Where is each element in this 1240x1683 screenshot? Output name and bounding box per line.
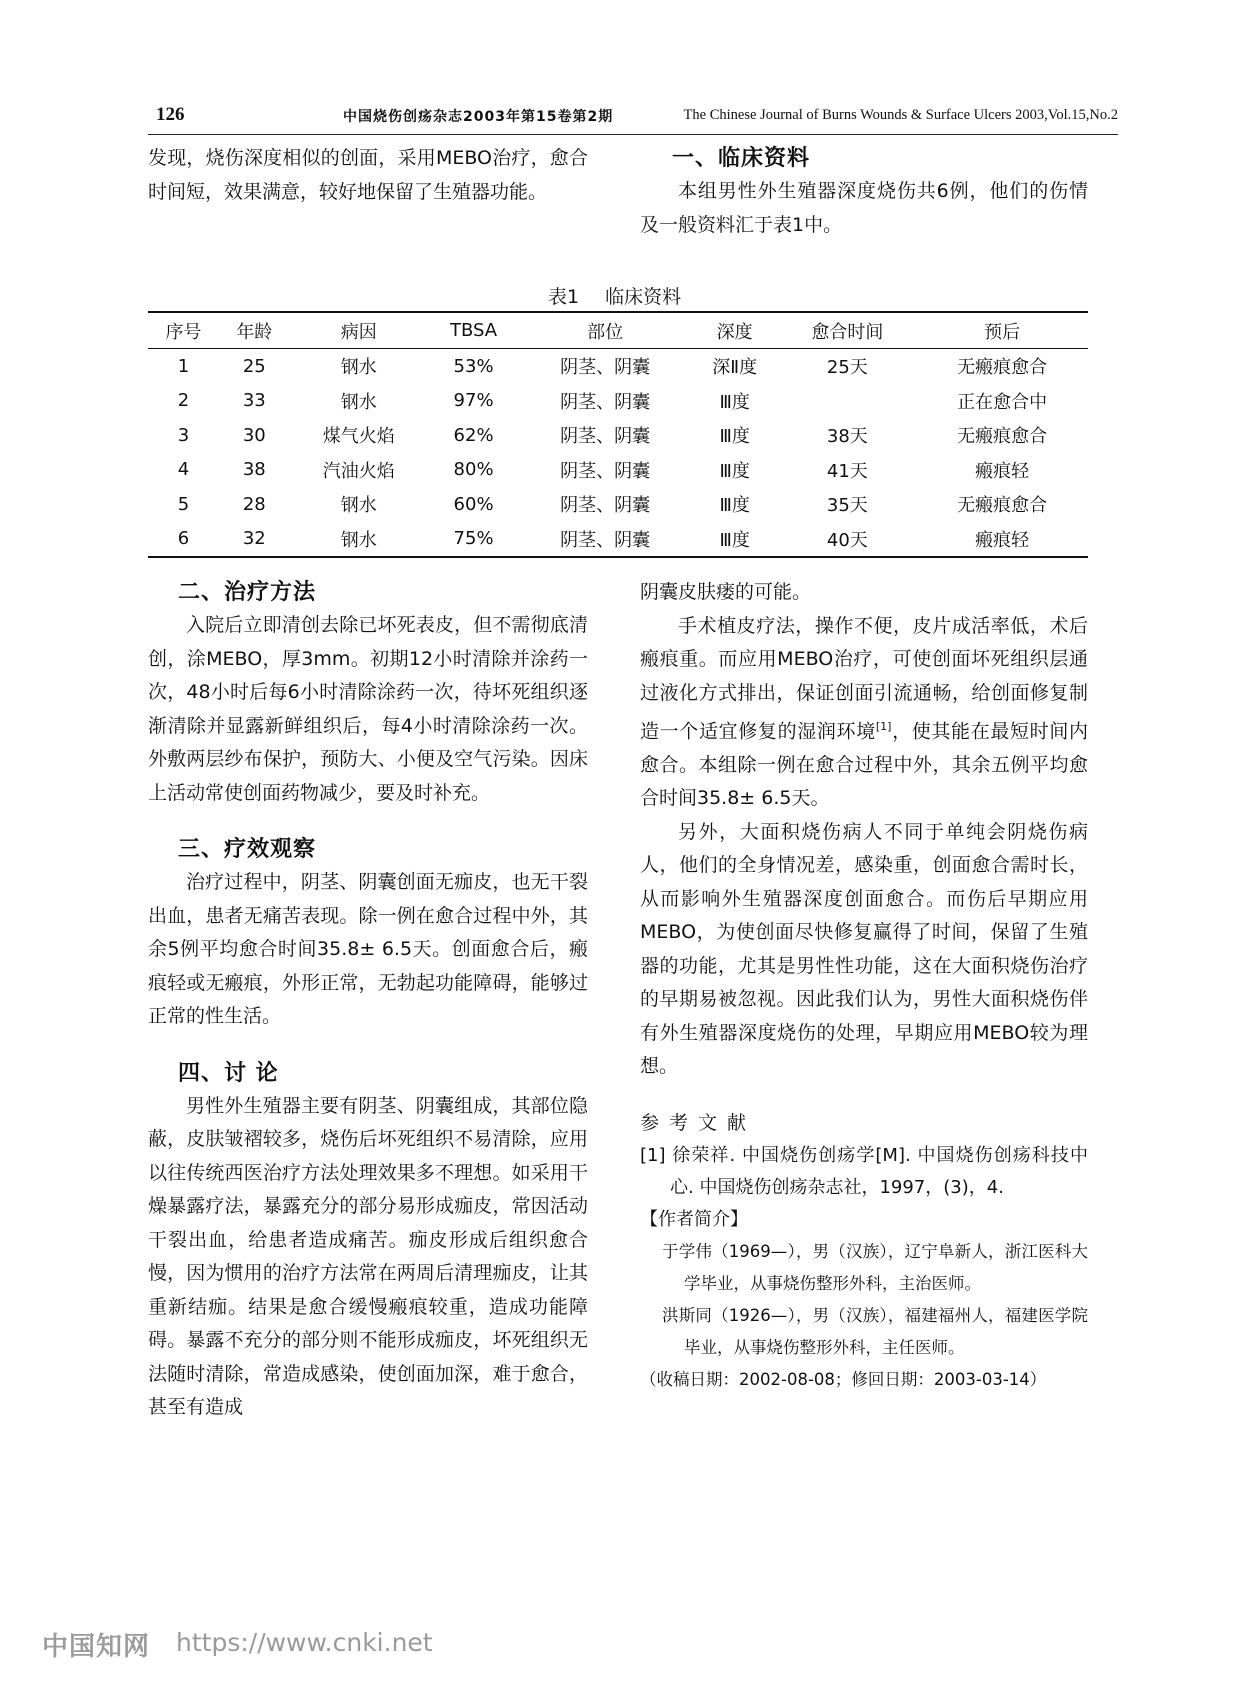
table-cell: Ⅲ度	[719, 495, 750, 517]
table-cell: 正在愈合中	[957, 391, 1048, 413]
section-title: 四、讨 论	[178, 1060, 279, 1086]
clinical-data-table	[148, 311, 1088, 558]
section-body: 男性外生殖器主要有阴茎、阴囊组成，其部位隐蔽，皮肤皱褶较多，烧伤后坏死组织不易清除，应用以往传统西医治疗方法处理效果多不理想。如采用干燥暴露疗法，暴露充分的部分易形成痂皮，常因活动干裂出血，给患者造成痛苦。痂皮形成后组织愈合慢，因为惯用的治疗方法常在两周后清理痂皮，让其重新结痂。结果是愈合缓慢瘢痕较重，造成功能障碍。暴露不充分的部分则不能形成痂皮，坏死组织无法随时清除，常造成感染，使创面加深，难于愈合，甚至有造成	[148, 1094, 588, 1418]
author-notes-title: 【作者简介】	[640, 1208, 748, 1230]
section-body: 入院后立即清创去除已坏死表皮，但不需彻底清创，涂MEBO，厚3mm。初期12小时清除并涂药一次，48小时后每6小时清除涂药一次，待坏死组织逐渐清除并显露新鲜组织后，每4小时清除涂药一次。外敷两层纱布保护，预防大、小便及空气污染。因床上活动常使创面药物减少，要及时补充。	[148, 614, 588, 804]
left-column	[148, 576, 588, 1425]
page-number: 126	[156, 104, 185, 125]
table-title: 临床资料	[605, 286, 682, 308]
table-cell: 4	[177, 459, 190, 481]
table-cell: 33	[242, 390, 266, 412]
table-cell: 1	[177, 355, 190, 377]
table-cell: 煤气火焰	[322, 426, 395, 448]
table-row	[148, 384, 1088, 419]
table-cell: 38天	[826, 426, 868, 448]
table-cell: 钢水	[290, 522, 428, 558]
journal-title-en: The Chinese Journal of Burns Wounds & Surface Ulcers 2003,Vol.15,No.2	[683, 107, 1118, 123]
table-cell: 阴茎、阴囊	[560, 495, 651, 517]
section-body: 治疗过程中，阴茎、阴囊创面无痂皮，也无干裂出血，患者无痛苦表现。除一例在愈合过程中外，其余5例平均愈合时间35.8± 6.5天。创面愈合后，瘢痕轻或无瘢痕，外形正常，无勃起功能障碍，能够过正常的性生活。	[148, 871, 588, 1027]
table-header-cell: 预后	[916, 312, 1088, 349]
table-cell: 25	[242, 355, 266, 377]
reference-item: [1] 徐荣祥. 中国烧伤创疡学[M]. 中国烧伤创疡科技中心. 中国烧伤创疡杂志社，1997，(3)，4.	[640, 1144, 1088, 1198]
table-cell: 3	[177, 424, 190, 446]
citation-ref[interactable]: [1]	[875, 720, 892, 733]
paragraph: 另外，大面积烧伤病人不同于单纯会阴烧伤病人，他们的全身情况差，感染重，创面愈合需时长，从而影响外生殖器深度创面愈合。而伤后早期应用MEBO，为使创面尽快修复赢得了时间，保留了生殖器的功能，尤其是男性性功能，这在大面积烧伤治疗的早期易被忽视。因此我们认为，男性大面积烧伤伴有外生殖器深度烧伤的处理，早期应用MEBO较为理想。	[640, 820, 1088, 1078]
table-number: 表1	[548, 286, 580, 308]
section-title: 二、治疗方法	[178, 580, 317, 605]
table-cell: 60%	[453, 493, 494, 515]
table-header-cell: 深度	[691, 312, 778, 349]
table-cell: 30	[242, 424, 266, 446]
table-cell: 2	[177, 390, 190, 412]
right-column	[640, 576, 1088, 1396]
author-notes	[640, 1204, 1088, 1364]
section-clinical-data	[640, 142, 1088, 242]
table-cell: 38	[242, 459, 266, 481]
table-header-cell: 序号	[148, 312, 219, 349]
table-header-cell: 愈合时间	[778, 312, 916, 349]
table-cell: 无瘢痕愈合	[957, 495, 1048, 517]
table-row	[148, 349, 1088, 384]
table-cell: 钢水	[340, 391, 377, 413]
running-header	[148, 104, 1118, 135]
table-cell: 阴茎、阴囊	[560, 426, 651, 448]
table-cell: 6	[148, 522, 219, 558]
author-bio: 洪斯同（1926—），男（汉族），福建福州人，福建医学院毕业，从事烧伤整形外科，主任医师。	[662, 1305, 1088, 1357]
table-cell: 40天	[778, 522, 916, 558]
table-cell: 53%	[453, 355, 494, 377]
table-cell: 阴茎、阴囊	[519, 522, 691, 558]
table-header-cell: 年龄	[219, 312, 290, 349]
table-cell: 62%	[453, 424, 494, 446]
section-title: 三、疗效观察	[178, 837, 317, 862]
table-cell: 75%	[428, 522, 520, 558]
section-title: 一、临床资料	[672, 146, 811, 171]
table-cell: Ⅲ度	[719, 391, 750, 413]
paragraph: 阴囊皮肤瘘的可能。	[640, 581, 812, 603]
journal-title-cn: 中国烧伤创疡杂志2003年第15卷第2期	[343, 109, 614, 125]
table-cell: 深Ⅱ度	[712, 357, 758, 379]
table-row	[148, 418, 1088, 453]
table-cell: 汽油火焰	[322, 460, 395, 482]
author-bio: 于学伟（1969—），男（汉族），辽宁阜新人，浙江医科大学毕业，从事烧伤整形外科，主治医师。	[662, 1241, 1088, 1293]
table-cell: 80%	[453, 459, 494, 481]
section-body: 本组男性外生殖器深度烧伤共6例，他们的伤情及一般资料汇于表1中。	[640, 180, 1088, 236]
table-row	[148, 522, 1088, 558]
references-title: 参考文献	[640, 1111, 757, 1134]
table-caption	[548, 282, 681, 309]
table-header-cell: TBSA	[428, 312, 520, 349]
intro-continuation: 发现，烧伤深度相似的创面，采用MEBO治疗，愈合时间短，效果满意，较好地保留了生殖器功能。	[148, 147, 588, 203]
table-row	[148, 453, 1088, 488]
table-header-row	[148, 312, 1088, 349]
table-cell: 瘢痕轻	[916, 522, 1088, 558]
received-dates: （收稿日期：2002-08-08；修回日期：2003-03-14）	[640, 1369, 1047, 1389]
table-cell: 5	[177, 493, 190, 515]
table-cell: 35天	[826, 495, 868, 517]
table-cell: 97%	[453, 390, 494, 412]
table-cell: 阴茎、阴囊	[560, 357, 651, 379]
table-cell	[778, 384, 916, 419]
table-cell: 41天	[826, 460, 868, 482]
table-header-cell: 部位	[519, 312, 691, 349]
table-cell: Ⅲ度	[691, 522, 778, 558]
table-cell: Ⅲ度	[719, 426, 750, 448]
table-cell: 钢水	[340, 495, 377, 517]
table-cell: 阴茎、阴囊	[560, 460, 651, 482]
table-header-cell: 病因	[290, 312, 428, 349]
references	[640, 1107, 1088, 1204]
table-cell: 钢水	[340, 357, 377, 379]
cnki-url[interactable]: https://www.cnki.net	[176, 1628, 433, 1657]
cnki-logo: 中国知网	[42, 1632, 151, 1662]
table-cell: 32	[219, 522, 290, 558]
table-cell: Ⅲ度	[719, 460, 750, 482]
table-cell: 25天	[826, 357, 868, 379]
paragraph: 手术植皮疗法，操作不便，皮片成活率低，术后瘢痕重。而应用MEBO治疗，可使创面坏死组织层通过液化方式排出，保证创面引流通畅，给创面修复制造一个适宜修复的湿润环境[1]，使其能在最短时间内愈合。本组除一例在愈合过程中外，其余五例平均愈合时间35.8± 6.5天。	[640, 614, 1088, 810]
left-top-column	[148, 142, 588, 209]
table-cell: 阴茎、阴囊	[560, 391, 651, 413]
table-row	[148, 487, 1088, 522]
table-cell: 无瘢痕愈合	[957, 357, 1048, 379]
table-cell: 瘢痕轻	[975, 460, 1030, 482]
table-cell: 28	[242, 493, 266, 515]
table-cell: 无瘢痕愈合	[957, 426, 1048, 448]
